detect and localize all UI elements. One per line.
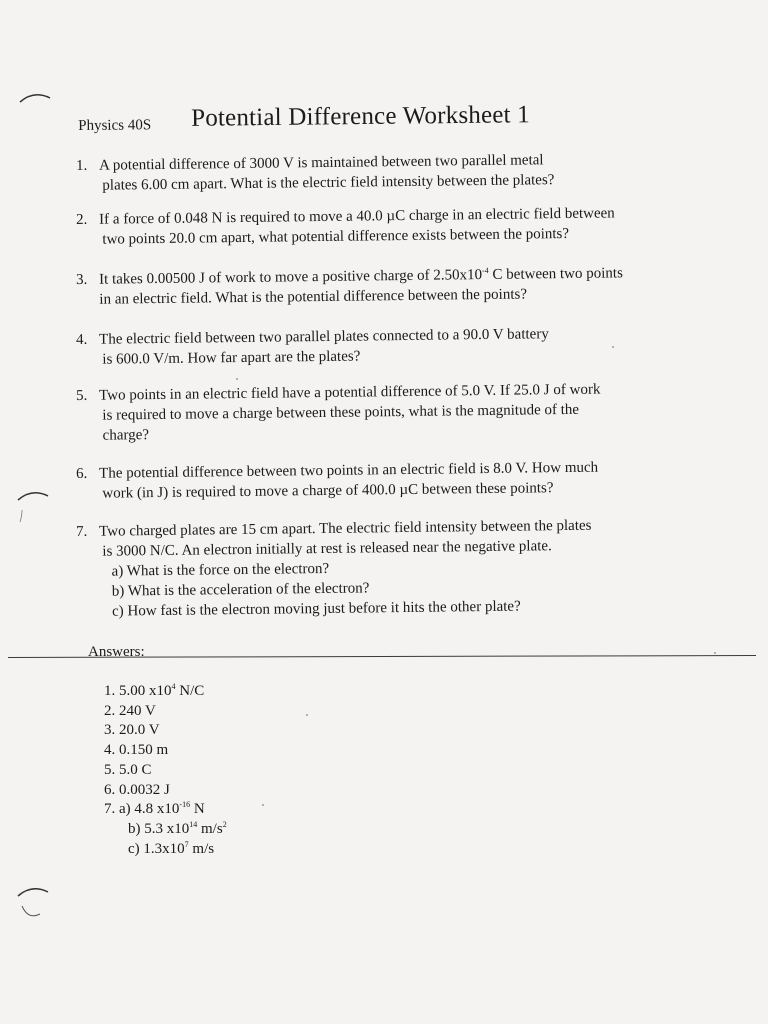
exponent: -16 — [179, 800, 191, 810]
scan-speck — [262, 804, 264, 806]
question-6 — [76, 456, 696, 504]
answer-number: 4. — [104, 742, 116, 759]
question-number: 5. — [76, 387, 88, 404]
question-number: 6. — [76, 465, 88, 482]
answer-5 — [104, 761, 227, 781]
answer-value: 5.00 x10 — [119, 683, 172, 699]
question-text: work (in J) is required to move a charge of 400.0 µC between these points? — [102, 480, 554, 502]
question-5 — [76, 378, 697, 446]
answer-part-label: c) — [128, 840, 140, 857]
question-number: 2. — [76, 211, 88, 228]
question-text: is required to move a charge between these points, what is the magnitude of the — [102, 401, 580, 424]
question-text: is 600.0 V/m. How far apart are the plates? — [102, 348, 361, 368]
question-part-c: c) How fast is the electron moving just before it hits the other plate? — [111, 598, 521, 620]
question-text: A potential difference of 3000 V is maintained between two parallel metal — [99, 152, 544, 174]
answer-number: 6. — [104, 781, 116, 798]
answer-value: 4.8 x10 — [134, 801, 180, 818]
answer-7b — [104, 820, 227, 840]
answer-7c — [104, 840, 227, 860]
answer-number: 5. — [104, 761, 116, 778]
answer-unit: m/s — [188, 840, 215, 857]
question-3 — [76, 262, 696, 310]
answer-1 — [104, 682, 227, 702]
question-1 — [76, 148, 696, 196]
question-text: in an electric field. What is the potential difference between the points? — [99, 286, 528, 308]
question-text-part: It takes 0.00500 J of work to move a positive charge of 2.50x10 — [99, 267, 483, 288]
answer-part-label: a) — [119, 801, 131, 818]
question-part-a: a) What is the force on the electron? — [111, 560, 330, 580]
scan-speck — [714, 652, 716, 654]
exponent: 7 — [184, 839, 189, 849]
exponent: 14 — [189, 819, 198, 829]
exponent: 2 — [222, 819, 227, 829]
question-number: 3. — [76, 271, 88, 288]
answer-value: 0.150 m — [119, 742, 169, 759]
question-text: Two points in an electric field have a potential difference of 5.0 V. If 25.0 J of work — [99, 381, 601, 404]
punch-hole-mark-icon — [16, 86, 56, 126]
scan-speck — [236, 378, 238, 380]
question-text: Two charged plates are 15 cm apart. The electric field intensity between the plates — [99, 517, 592, 540]
question-text: plates 6.00 cm apart. What is the electric field intensity between the plates? — [102, 172, 555, 194]
answer-part-label: b) — [128, 820, 141, 837]
answer-unit: N — [190, 801, 205, 818]
question-2 — [76, 202, 696, 250]
answer-value: 5.0 C — [119, 761, 152, 778]
question-text: The electric field between two parallel plates connected to a 90.0 V battery — [99, 326, 549, 348]
answer-value: 1.3x10 — [143, 840, 185, 857]
answer-number: 7. — [104, 801, 116, 818]
answer-number: 3. — [104, 722, 116, 739]
answer-list — [104, 682, 227, 859]
answer-value: 0.0032 J — [119, 781, 170, 798]
question-number: 4. — [76, 331, 88, 348]
answer-unit: N/C — [175, 683, 205, 699]
question-number: 7. — [76, 523, 88, 540]
worksheet-header — [78, 99, 738, 146]
answer-number: 2. — [104, 702, 116, 719]
answer-unit: m/s — [197, 820, 223, 837]
answer-value: 240 V — [119, 702, 156, 719]
punch-hole-mark-icon — [14, 484, 54, 524]
punch-hole-mark-icon — [14, 880, 54, 920]
question-text-part: C between two points — [488, 265, 623, 283]
question-part-b: b) What is the acceleration of the electron? — [111, 580, 370, 600]
question-7 — [76, 514, 697, 622]
answer-number: 1. — [104, 683, 116, 699]
course-name: Physics 40S — [78, 117, 152, 134]
question-text: If a force of 0.048 N is required to move a 40.0 µC charge in an electric field between — [99, 205, 615, 228]
answer-2 — [104, 702, 227, 722]
question-text: is 3000 N/C. An electron initially at rest is released near the negative plate. — [102, 538, 552, 560]
scan-speck — [306, 714, 308, 716]
page-title: Potential Difference Worksheet 1 — [190, 101, 531, 132]
scan-speck — [612, 346, 614, 348]
answer-6 — [104, 781, 227, 801]
answer-7a — [104, 800, 227, 820]
question-text: charge? — [102, 427, 150, 444]
answer-4 — [104, 741, 227, 761]
answer-3 — [104, 721, 227, 741]
question-number: 1. — [76, 157, 88, 174]
question-4 — [76, 322, 696, 370]
question-text: The potential difference between two points in an electric field is 8.0 V. How much — [99, 459, 599, 482]
question-text: two points 20.0 cm apart, what potential difference exists between the points? — [102, 225, 570, 248]
exponent: 4 — [171, 682, 176, 691]
exponent: -4 — [481, 265, 489, 276]
answer-value: 20.0 V — [119, 722, 160, 739]
answer-value: 5.3 x10 — [144, 820, 190, 837]
answers-heading: Answers: — [88, 644, 145, 660]
